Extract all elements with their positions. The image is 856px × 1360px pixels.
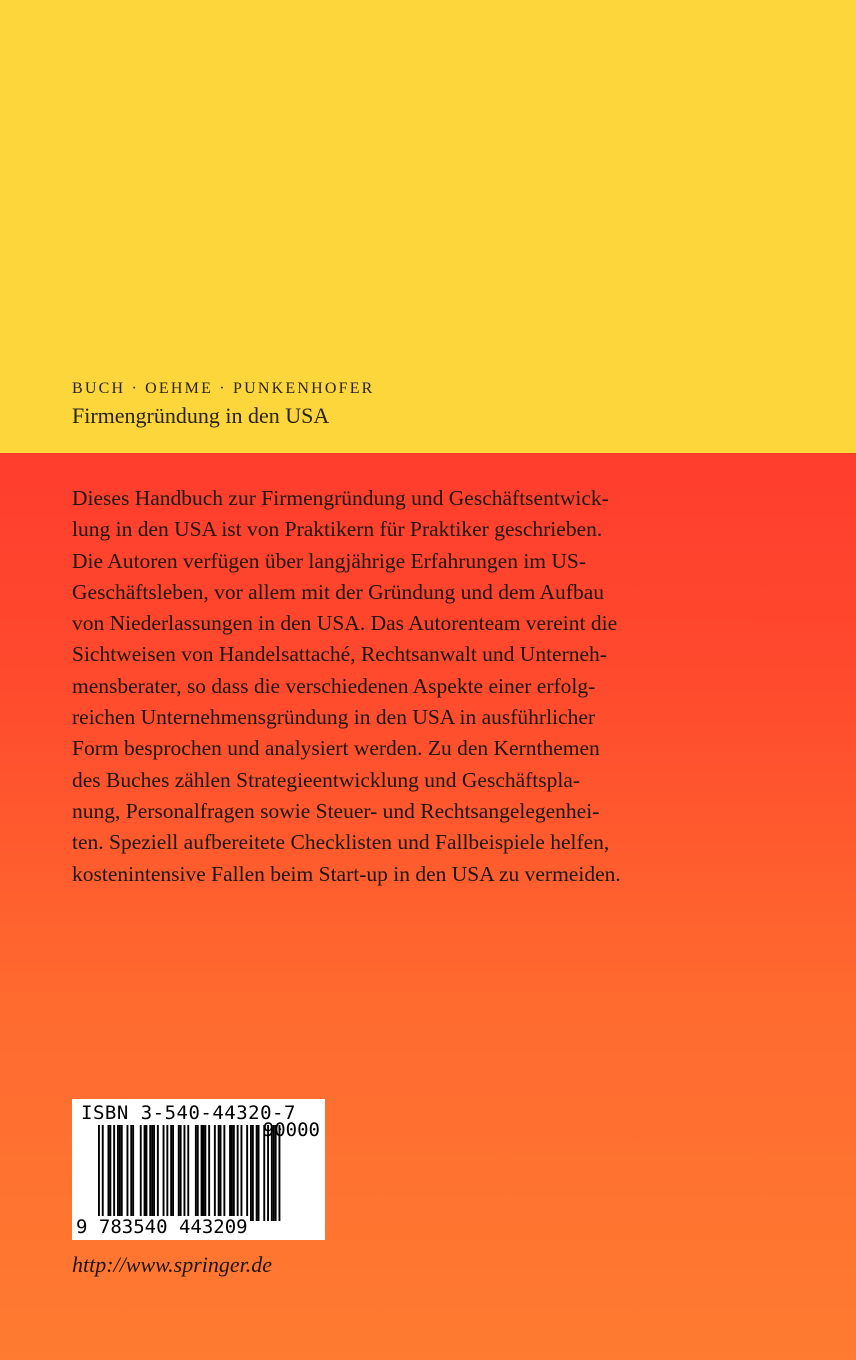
isbn-number: ISBN 3-540-44320-7 (81, 1102, 296, 1124)
barcode-bar (201, 1125, 203, 1221)
barcode-bar (246, 1125, 248, 1221)
isbn-barcode (72, 1099, 325, 1240)
barcode-bar (140, 1125, 142, 1221)
barcode-bar (113, 1125, 115, 1221)
barcode-bar (195, 1125, 197, 1221)
barcode-bar (208, 1125, 210, 1221)
barcode-bar (108, 1125, 110, 1221)
barcode-bar (203, 1125, 205, 1221)
blurb-line: Die Autoren verfügen über langjährige Erfahrungen im US- (72, 548, 587, 573)
blurb-line: des Buches zählen Strategieentwicklung und Geschäftspla- (72, 767, 581, 792)
barcode-bar (252, 1125, 254, 1221)
ean-number: 9 783540 443209 (76, 1216, 248, 1238)
barcode-bar (218, 1125, 220, 1221)
barcode-bar (157, 1125, 159, 1221)
barcode-bar (172, 1125, 174, 1221)
barcode-bar (146, 1125, 148, 1221)
barcode-bar (119, 1125, 121, 1221)
author-names: BUCH · OEHME · PUNKENHOFER (72, 380, 375, 397)
barcode-bar (256, 1125, 258, 1221)
barcode-bar (187, 1125, 189, 1221)
barcode-bar (170, 1125, 172, 1221)
barcode-bar (214, 1125, 216, 1221)
barcode-bar (121, 1125, 123, 1221)
barcode-bar (127, 1125, 129, 1221)
book-title: Firmengründung in den USA (72, 403, 330, 428)
blurb-line: mensberater, so dass die verschiedenen Aspekte einer erfolg- (72, 673, 596, 698)
barcode-bar (197, 1125, 199, 1221)
barcode-bar (149, 1125, 151, 1221)
blurb-line: reichen Unternehmensgründung in den USA in ausführlicher (72, 705, 596, 730)
blurb-line: Form besprochen und analysiert werden. Zu den Kernthemen (72, 736, 600, 761)
barcode-bar (178, 1125, 180, 1221)
blurb-line: kostenintensive Fallen beim Start-up in den USA zu vermeiden. (72, 861, 621, 886)
blurb-line: Sichtweisen von Handelsattaché, Rechtsanwalt und Unterneh- (72, 642, 607, 667)
blurb-line: nung, Personalfragen sowie Steuer- und Rechtsangelegenhei- (72, 798, 600, 823)
blurb-line: von Niederlassungen in den USA. Das Autorenteam vereint die (72, 611, 618, 636)
blurb-line: lung in den USA ist von Praktikern für Praktiker geschrieben. (72, 517, 603, 542)
barcode-bar (180, 1125, 182, 1221)
blurb-text (72, 483, 692, 890)
barcode-bar (132, 1125, 134, 1221)
barcode-bar (153, 1125, 155, 1221)
barcode-bar (223, 1125, 225, 1221)
barcode-bar (220, 1125, 222, 1221)
barcode-bar (204, 1125, 206, 1221)
blurb-line: Geschäftsleben, vor allem mit der Gründung und dem Aufbau (72, 579, 604, 604)
barcode-bar (258, 1125, 260, 1221)
barcode-bar (163, 1125, 165, 1221)
barcode-bar (237, 1125, 239, 1221)
blurb-line: ten. Speziell aufbereitete Checklisten und Fallbeispiele helfen, (72, 830, 610, 855)
barcode-bar (151, 1125, 153, 1221)
barcode-bar (117, 1125, 119, 1221)
barcode-bar (241, 1125, 243, 1221)
barcode-bar (109, 1125, 111, 1221)
barcode-bar (166, 1125, 168, 1221)
barcode-bar (98, 1125, 100, 1221)
barcode-bar (250, 1125, 252, 1221)
blurb-line: Dieses Handbuch zur Firmengründung und Geschäftsentwick- (72, 486, 609, 510)
barcode-bar (102, 1125, 104, 1221)
barcode-bar (184, 1125, 186, 1221)
publisher-url: http://www.springer.de (72, 1252, 273, 1277)
barcode-bar (233, 1125, 235, 1221)
barcode-bar (231, 1125, 233, 1221)
barcode-bar (229, 1125, 231, 1221)
price-code: 90000 (262, 1119, 320, 1141)
barcode-bar (144, 1125, 146, 1221)
barcode-bar (130, 1125, 132, 1221)
